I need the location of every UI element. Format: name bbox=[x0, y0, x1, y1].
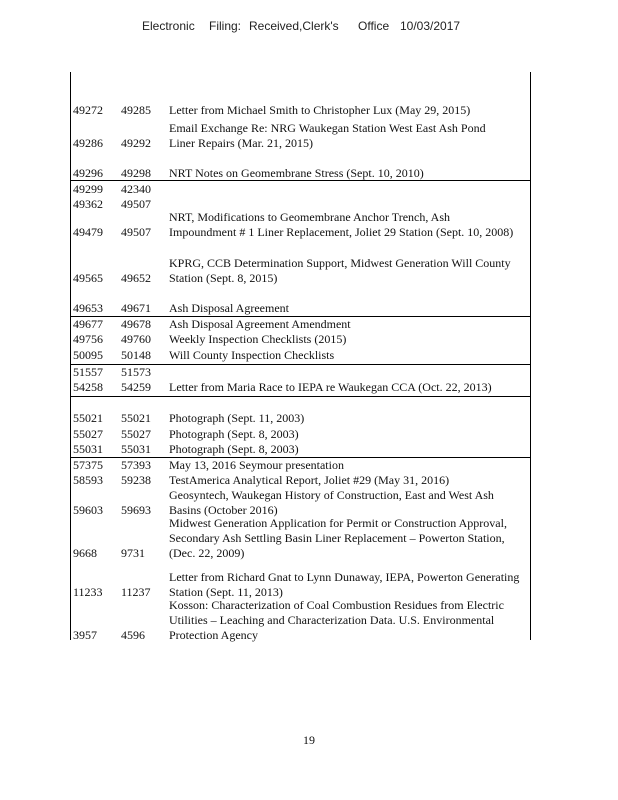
row-description: Ash Disposal Agreement bbox=[169, 301, 289, 315]
row-description: Letter from Richard Gnat to Lynn Dunaway, IEPA, Powerton Generating Station (Sept. 11, 2013) bbox=[169, 570, 520, 599]
bates-end: 49298 bbox=[121, 166, 151, 180]
bates-end: 55021 bbox=[121, 411, 151, 425]
bates-end: 59693 bbox=[121, 503, 151, 517]
bates-start: 55027 bbox=[73, 427, 103, 441]
bates-end: 54259 bbox=[121, 380, 151, 394]
bates-end: 49678 bbox=[121, 317, 151, 331]
row-description: Ash Disposal Agreement Amendment bbox=[169, 317, 351, 331]
bates-start: 54258 bbox=[73, 380, 103, 394]
bates-start: 49362 bbox=[73, 197, 103, 211]
bates-end: 50148 bbox=[121, 348, 151, 362]
bates-end: 57393 bbox=[121, 458, 151, 472]
row-description: Geosyntech, Waukegan History of Construction, East and West Ash Basins (October 2016) bbox=[169, 488, 494, 517]
bates-end: 59238 bbox=[121, 473, 151, 487]
row-description: Kosson: Characterization of Coal Combustion Residues from Electric Utilities – Leaching and Characterization Data. U.S. Environmental Protection Agency bbox=[169, 598, 504, 642]
bates-start: 9668 bbox=[73, 546, 97, 560]
header-word-electronic: Electronic bbox=[142, 19, 195, 33]
filing-header bbox=[0, 19, 618, 37]
bates-end: 49285 bbox=[121, 103, 151, 117]
bates-end: 49760 bbox=[121, 332, 151, 346]
row-description: Letter from Michael Smith to Christopher Lux (May 29, 2015) bbox=[169, 103, 471, 117]
row-description: Email Exchange Re: NRG Waukegan Station West East Ash Pond Liner Repairs (Mar. 21, 2015) bbox=[169, 121, 486, 150]
bates-start: 58593 bbox=[73, 473, 103, 487]
bates-end: 55031 bbox=[121, 442, 151, 456]
bates-start: 49479 bbox=[73, 225, 103, 239]
bates-start: 55021 bbox=[73, 411, 103, 425]
bates-start: 59603 bbox=[73, 503, 103, 517]
bates-start: 49299 bbox=[73, 182, 103, 196]
bates-end: 49671 bbox=[121, 301, 151, 315]
row-description: Photograph (Sept. 8, 2003) bbox=[169, 427, 299, 441]
header-word-filing: Filing: bbox=[209, 19, 242, 33]
row-description: NRT, Modifications to Geomembrane Anchor Trench, Ash Impoundment # 1 Liner Replacement, Joliet 29 Station (Sept. 10, 2008) bbox=[169, 210, 514, 239]
bates-end: 42340 bbox=[121, 182, 151, 196]
bates-start: 3957 bbox=[73, 628, 97, 642]
bates-start: 49677 bbox=[73, 317, 103, 331]
row-description: KPRG, CCB Determination Support, Midwest Generation Will County Station (Sept. 8, 2015) bbox=[169, 256, 511, 285]
bates-end: 49507 bbox=[121, 197, 151, 211]
table-rule bbox=[70, 396, 531, 397]
header-word-received-clerks: Received,Clerk's bbox=[249, 19, 339, 33]
bates-start: 57375 bbox=[73, 458, 103, 472]
bates-end: 49292 bbox=[121, 136, 151, 150]
row-description: Photograph (Sept. 8, 2003) bbox=[169, 442, 299, 456]
bates-start: 49756 bbox=[73, 332, 103, 346]
bates-start: 11233 bbox=[73, 585, 103, 599]
bates-end: 49507 bbox=[121, 225, 151, 239]
row-description: Midwest Generation Application for Permit or Construction Approval, Secondary Ash Settling Basin Liner Replacement – Powerton Station, (Dec. 22, 2009) bbox=[169, 516, 507, 560]
bates-end: 9731 bbox=[121, 546, 145, 560]
bates-start: 49653 bbox=[73, 301, 103, 315]
page-number: 19 bbox=[303, 733, 315, 747]
header-word-office: Office bbox=[358, 19, 390, 33]
bates-end: 49652 bbox=[121, 271, 151, 285]
bates-start: 51557 bbox=[73, 365, 103, 379]
bates-start: 50095 bbox=[73, 348, 103, 362]
bates-end: 55027 bbox=[121, 427, 151, 441]
row-description: TestAmerica Analytical Report, Joliet #29 (May 31, 2016) bbox=[169, 473, 450, 487]
bates-end: 4596 bbox=[121, 628, 145, 642]
table-left-border bbox=[70, 72, 71, 640]
table-right-border bbox=[530, 72, 531, 640]
row-description: Will County Inspection Checklists bbox=[169, 348, 335, 362]
bates-start: 55031 bbox=[73, 442, 103, 456]
bates-end: 11237 bbox=[121, 585, 151, 599]
bates-start: 49272 bbox=[73, 103, 103, 117]
row-description: May 13, 2016 Seymour presentation bbox=[169, 458, 344, 472]
row-description: Letter from Maria Race to IEPA re Waukegan CCA (Oct. 22, 2013) bbox=[169, 380, 492, 394]
row-description: NRT Notes on Geomembrane Stress (Sept. 10, 2010) bbox=[169, 166, 424, 180]
bates-start: 49286 bbox=[73, 136, 103, 150]
row-description: Photograph (Sept. 11, 2003) bbox=[169, 411, 305, 425]
bates-start: 49565 bbox=[73, 271, 103, 285]
row-description: Weekly Inspection Checklists (2015) bbox=[169, 332, 347, 346]
bates-end: 51573 bbox=[121, 365, 151, 379]
header-word-date: 10/03/2017 bbox=[400, 19, 461, 33]
bates-start: 49296 bbox=[73, 166, 103, 180]
